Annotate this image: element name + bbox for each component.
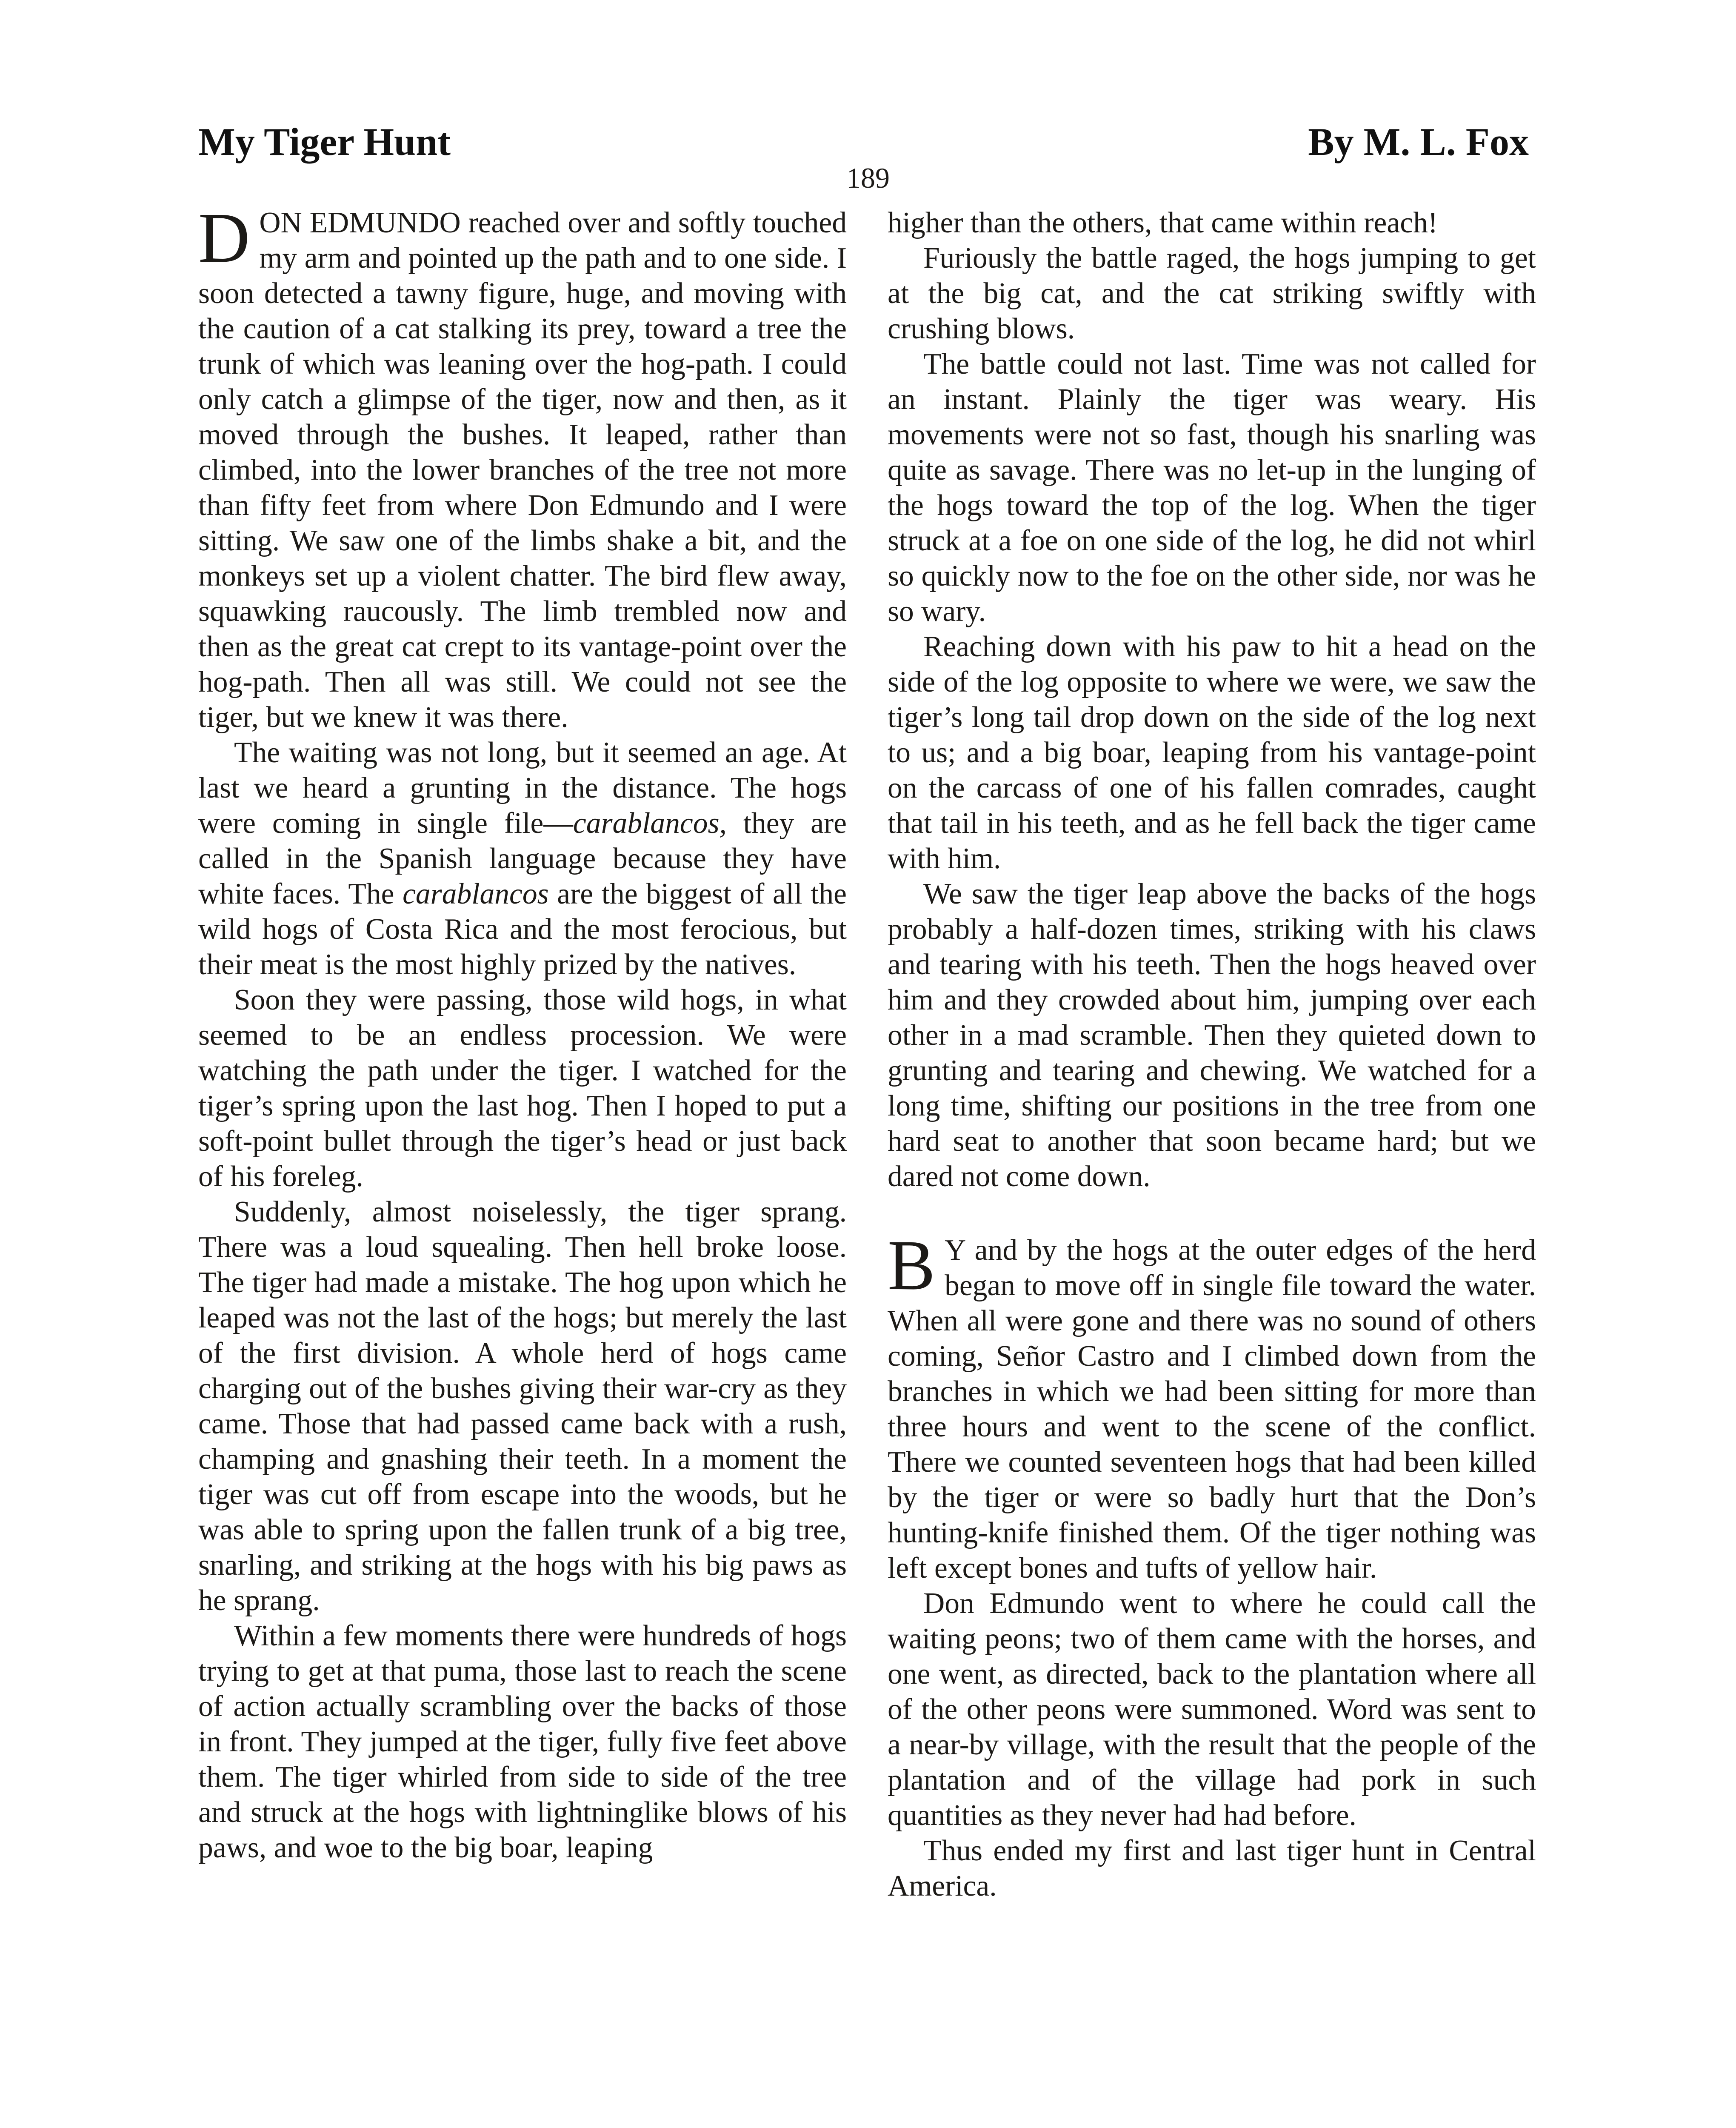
page-number: 189	[846, 162, 890, 194]
paragraph: The battle could not last. Time was not called for an instant. Plainly the tiger was weary. His movements were not so fast, though his snarling was quite as savage. There was no let-up in the lunging of the hogs toward the top of the log. When the tiger struck at a foe on one side of the log, he did not whirl so quickly now to the foe on the other side, nor was he so wary.	[888, 348, 1536, 628]
left-text-column	[198, 198, 847, 1865]
italic-term: carablancos	[403, 878, 549, 910]
article-byline: By M. L. Fox	[1308, 120, 1529, 163]
paragraph: higher than the others, that came within reach!	[888, 206, 1438, 239]
drop-cap: B	[888, 1226, 936, 1305]
paragraph	[888, 1226, 1536, 1586]
paragraph-text: The waiting was not long, but it seemed an age. At last we heard a grunting in the distance. The hogs were coming in single file—	[198, 736, 847, 840]
drop-cap: D	[198, 198, 250, 277]
paragraph	[198, 735, 847, 982]
paragraph: Within a few moments there were hundreds of hogs trying to get at that puma, those last to reach the scene of action actually scrambling over the backs of those in front. They jumped at the tiger, fully five feet above them. The tiger whirled from side to side of the tree and struck at the hogs with lightninglike blows of his paws, and woe to the big boar, leaping	[198, 1619, 847, 1864]
paragraph: Reaching down with his paw to hit a head on the side of the log opposite to where we were, we saw the tiger’s long tail drop down on the side of the log next to us; and a big boar, leaping from his vantage-point on the carcass of one of his fallen comrades, caught that tail in his teeth, and as he fell back the tiger came with him.	[888, 630, 1536, 875]
article-title: My Tiger Hunt	[198, 120, 451, 163]
paragraph: We saw the tiger leap above the backs of the hogs probably a half-dozen times, striking with his claws and tearing with his teeth. Then the hogs heaved over him and they crowded about him, jumping over each other in a mad scramble. Then they quieted down to grunting and tearing and chewing. We watched for a long time, shifting our positions in the tree from one hard seat to another that soon became hard; but we dared not come down.	[888, 878, 1536, 1193]
paragraph-text: are the biggest of all the wild hogs of Costa Rica and the most ferocious, but their meat is the most highly prized by the natives.	[198, 878, 847, 981]
paragraph-text: ON EDMUNDO reached over and softly touched my arm and pointed up the path and to one side. I soon detected a tawny figure, huge, and moving with the caution of a cat stalking its prey, toward a tree the trunk of which was leaning over the hog-path. I could only catch a glimpse of the tiger, now and then, as it moved through the bushes. It leaped, rather than climbed, into the lower branches of the tree not more than fifty feet from where Don Edmundo and I were sitting. We saw one of the limbs shake a bit, and the monkeys set up a violent chatter. The bird flew away, squawking raucously. The limb trembled now and then as the great cat crept to its vantage-point over the hog-path. Then all was still. We could not see the tiger, but we knew it was there.	[198, 206, 847, 734]
paragraph-text: they are called in the Spanish language because they have white faces. The	[198, 807, 847, 910]
paragraph	[198, 198, 847, 735]
paragraph: Furiously the battle raged, the hogs jumping to get at the big cat, and the cat striking swiftly with crushing blows.	[888, 242, 1536, 345]
paragraph: Suddenly, almost noiselessly, the tiger sprang. There was a loud squealing. Then hell broke loose. The tiger had made a mistake. The hog upon which he leaped was not the last of the hogs; but merely the last of the first division. A whole herd of hogs came charging out of the bushes giving their war-cry as they came. Those that had passed came back with a rush, champing and gnashing their teeth. In a moment the tiger was cut off from escape into the woods, but he was able to spring upon the fallen trunk of a big tree, snarling, and striking at the hogs with his big paws as he sprang.	[198, 1196, 847, 1617]
paragraph: Thus ended my first and last tiger hunt in Central America.	[888, 1834, 1536, 1902]
paragraph-text: Y and by the hogs at the outer edges of the herd began to move off in single file toward the water. When all were gone and there was no sound of others coming, Señor Castro and I climbed down from the branches in which we had been sitting for more than three hours and went to the scene of the conflict. There we counted seventeen hogs that had been killed by the tiger or were so badly hurt that the Don’s hunting-knife finished them. Of the tiger nothing was left except bones and tufts of yellow hair.	[888, 1234, 1536, 1585]
italic-term: carablancos,	[573, 807, 727, 840]
right-text-column	[888, 205, 1536, 1904]
paragraph: Soon they were passing, those wild hogs, in what seemed to be an endless procession. We were watching the path under the tiger. I watched for the tiger’s spring upon the last hog. Then I hoped to put a soft-point bullet through the tiger’s head or just back of his foreleg.	[198, 984, 847, 1193]
paragraph: Don Edmundo went to where he could call the waiting peons; two of them came with the horses, and one went, as directed, back to the plantation where all of the other peons were summoned. Word was sent to a near-by village, with the result that the people of the plantation and of the village had pork in such quantities as they never had had before.	[888, 1587, 1536, 1832]
